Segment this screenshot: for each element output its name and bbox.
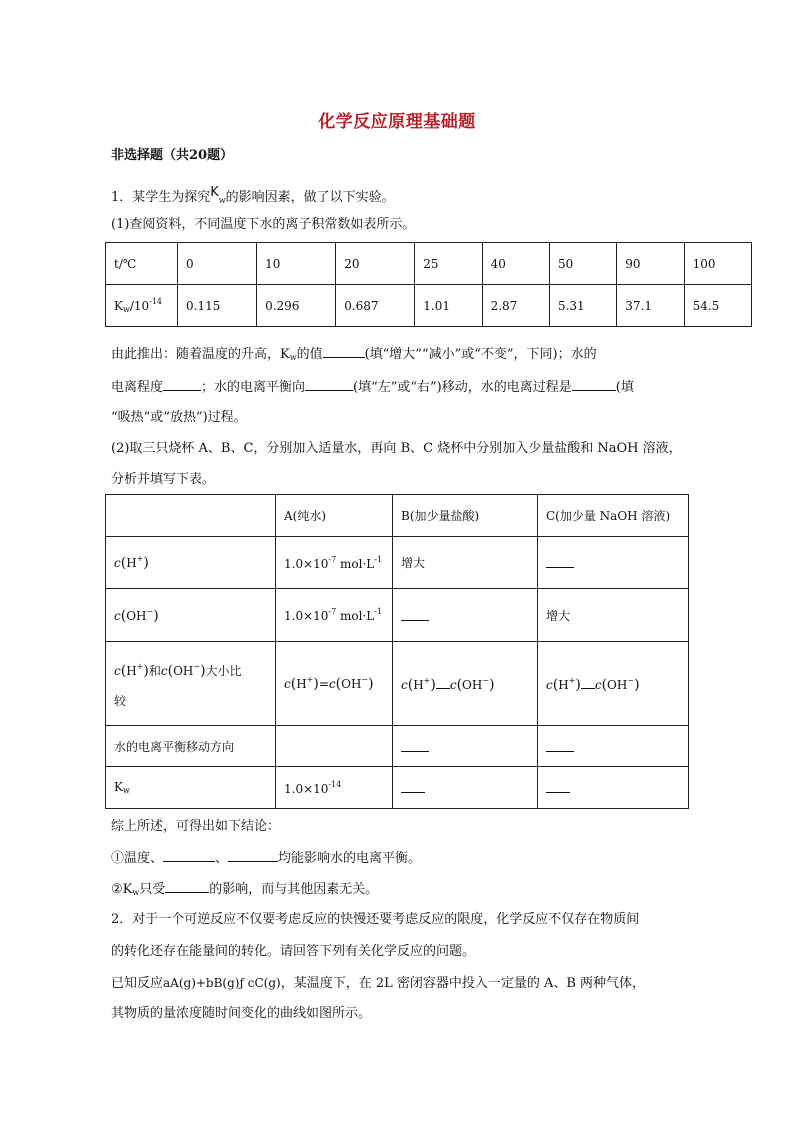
table-row [106,495,689,537]
table-header-cell: 水的电离平衡移动方向 [106,726,276,767]
table-header-cell: c(H+)和c(OH−)大小比 较 [106,642,276,726]
table-cell: 25 [415,243,482,285]
table-cell: 100 [684,243,751,285]
answer-blank[interactable] [323,344,365,358]
table-header-cell: C(加少量 NaOH 溶液) [538,495,689,537]
table-header-cell: B(加少量盐酸) [393,495,538,537]
q1-conclusion-2: $②K_w$只受 的影响，而与其他因素无关。 [111,879,378,903]
answer-blank[interactable] [572,377,616,391]
table-row [106,767,689,809]
table-row [106,537,689,589]
table-header-cell: t/℃ [106,243,178,285]
table-cell: c(H+)=c(OH−) [276,642,393,726]
answer-blank[interactable] [546,554,574,568]
table-cell: $1.0\times 10^{-14}$ [276,767,393,809]
q1-part1: (1)查阅资料，不同温度下水的离子积常数如表所示。 [111,217,416,232]
table-cell [393,767,538,809]
answer-blank[interactable] [228,848,278,862]
answer-blank[interactable] [436,675,450,689]
table-header-cell: A(纯水) [276,495,393,537]
table-header-cell: c(H+) [106,537,276,589]
q2-line4: 其物质的量浓度随时间变化的曲线如图所示。 [111,1006,372,1021]
table-cell [538,537,689,589]
table-cell: 增大 [393,537,538,589]
table-row [106,243,752,285]
kw-temperature-table [105,242,752,327]
table-cell: 10 [257,243,336,285]
table-cell [393,589,538,642]
table-cell: 0.115 [178,285,257,327]
table-header-cell: c(OH−) [106,589,276,642]
table-cell: $1.0\times 10^{-7}$ $mol\cdot L^{-1}$ [276,537,393,589]
table-cell: 2.87 [482,285,549,327]
table-cell: 20 [336,243,415,285]
table-cell: c(H+) c(OH−) [393,642,538,726]
table-cell: 0.296 [257,285,336,327]
table-cell: 0 [178,243,257,285]
answer-blank[interactable] [163,848,215,862]
table-cell: 90 [617,243,684,285]
answer-blank[interactable] [401,738,429,752]
table-cell: 1.01 [415,285,482,327]
q1-deduce-line3: “吸热”或“放热”)过程。 [111,410,247,425]
q1-deduce-line2: 电离程度 ；水的电离平衡向 (填“左”或“右”)移动，水的电离过程是 (填 [111,377,634,398]
table-header-cell: $K_w$ [106,767,276,809]
q1-deduce-line1: 由此推出：随着温度的升高，$K_w$的值 (填“增大”“减小”或“不变”，下同)；水的 [111,344,597,368]
table-header-cell: $K_w/10^{-14}$ [106,285,178,327]
q1-part2-line2: 分析并填写下表。 [111,472,216,487]
answer-blank[interactable] [305,377,353,391]
q1-summary: 综上所述，可得出如下结论： [111,819,281,834]
table-cell [538,767,689,809]
table-cell: 50 [549,243,616,285]
reaction-equation: aA(g)+bB(g)ƒ cC(g) [163,976,281,990]
table-row [106,726,689,767]
q2-line3: 已知反应aA(g)+bB(g)ƒ cC(g)，某温度下，在 2L 密闭容器中投入一定量的 A、B 两种气体， [111,976,646,991]
answer-blank[interactable] [401,779,425,793]
answer-blank[interactable] [163,377,201,391]
section-heading: 非选择题（共20题） [111,148,234,163]
table-header-cell [106,495,276,537]
table-cell: 5.31 [549,285,616,327]
answer-blank[interactable] [401,607,429,621]
table-cell: c(H+) c(OH−) [538,642,689,726]
table-row [106,642,689,726]
table-cell: 0.687 [336,285,415,327]
table-cell [276,726,393,767]
ion-concentration-table [105,494,689,809]
table-cell: 37.1 [617,285,684,327]
table-cell [393,726,538,767]
table-row [106,285,752,327]
q1-part2-line1: (2)取三只烧杯 A、B、C，分别加入适量水，再向 B、C 烧杯中分别加入少量盐酸和 NaOH 溶液， [111,441,682,456]
table-cell: 54.5 [684,285,751,327]
q1-stem: 1．某学生为探究$K_w$的影响因素，做了以下实验。 [111,185,395,205]
answer-blank[interactable] [581,675,595,689]
table-cell: $1.0\times 10^{-7}$ $mol\cdot L^{-1}$ [276,589,393,642]
answer-blank[interactable] [546,738,574,752]
table-cell: 增大 [538,589,689,642]
q2-line2: 的转化还存在能量间的转化。请回答下列有关化学反应的问题。 [111,944,476,959]
table-cell [538,726,689,767]
page-title: 化学反应原理基础题 [318,112,476,132]
answer-blank[interactable] [546,779,570,793]
q1-conclusion-1: ①温度、 、 均能影响水的电离平衡。 [111,848,421,869]
answer-blank[interactable] [165,879,209,893]
table-row [106,589,689,642]
table-cell: 40 [482,243,549,285]
q2-line1: 2．对于一个可逆反应不仅要考虑反应的快慢还要考虑反应的限度，化学反应不仅存在物质间 [111,912,640,927]
